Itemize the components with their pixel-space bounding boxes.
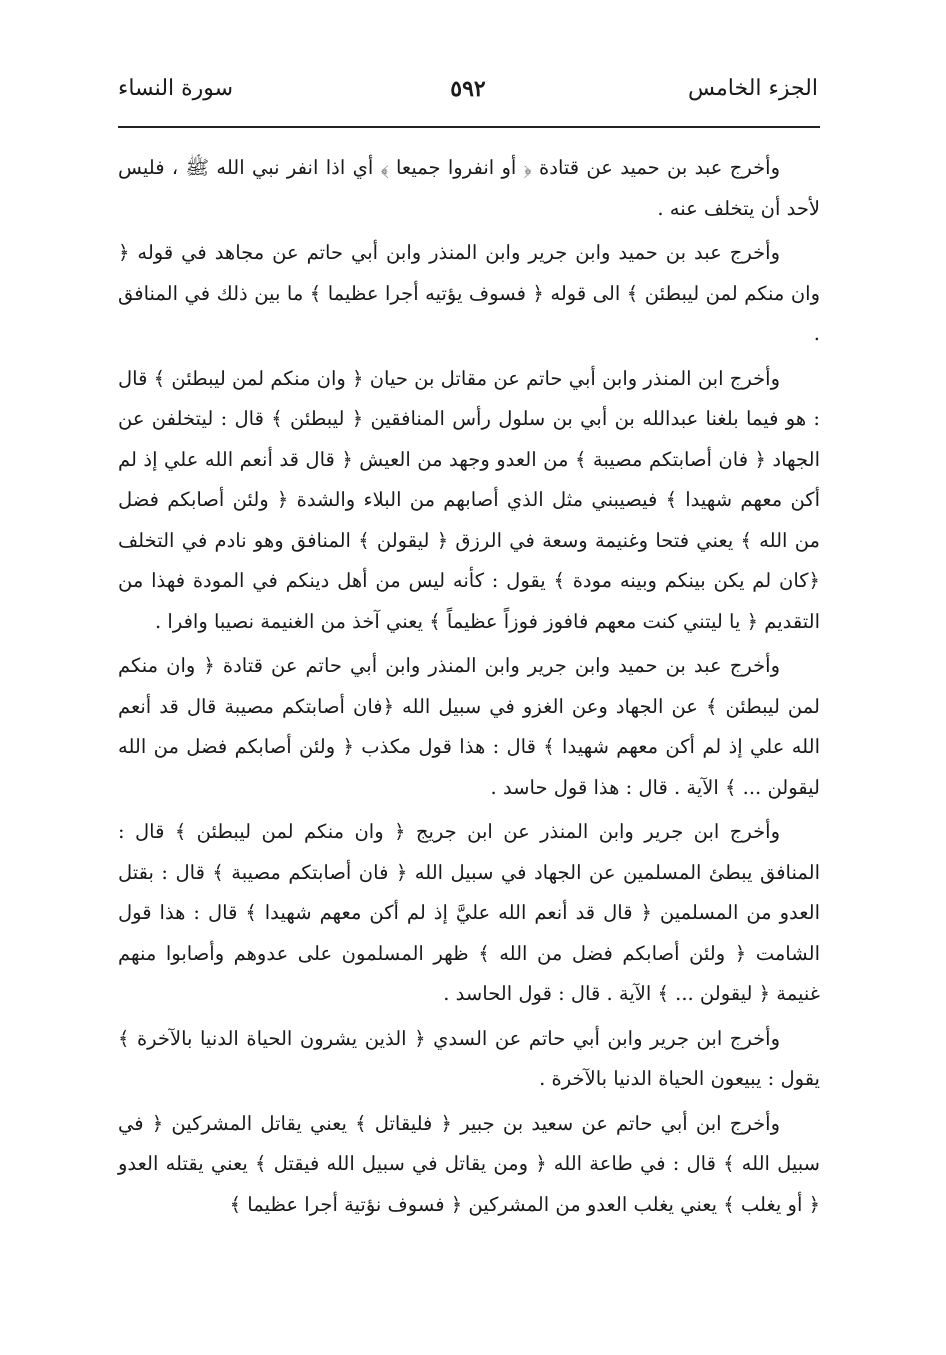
part-title: الجزء الخامس	[687, 76, 818, 101]
paragraph: وأخرج ابن جرير وابن المنذر عن ابن جريج ﴿ وان منكم لمن ليبطئن ﴾ قال : المنافق يبطئ المسلمين عن الجهاد في سبيل الله ﴿ فان أصابتكم مصيبة ﴾ قال : بقتل العدو من المسلمين ﴿ قال قد أنعم الله عليَّ إذ لم أكن معهم شهيدا ﴾ قال : هذا قول الشامت ﴿ ولئن أصابكم فضل من الله ﴾ ظهر المسلمون على عدوهم وأصابوا منهم غنيمة ﴿ ليقولن ... ﴾ الآية . قال : قول الحاسد .	[118, 820, 820, 1005]
header-rule	[118, 126, 820, 128]
body-text	[118, 148, 820, 1229]
paragraph: وأخرج ابن جرير وابن أبي حاتم عن السدي ﴿ الذين يشرون الحياة الدنيا بالآخرة ﴾ يقول : يبيعون الحياة الدنيا بالآخرة .	[118, 1026, 820, 1090]
paragraph: وأخرج عبد بن حميد عن قتادة ﴿ أو انفروا جميعا ﴾ أي اذا انفر نبي الله ﷺ ، فليس لأحد أن يتخلف عنه .	[118, 156, 820, 220]
page-number: ٥٩٢	[450, 76, 486, 102]
paragraph: وأخرج عبد بن حميد وابن جرير وابن المنذر وابن أبي حاتم عن مجاهد في قوله ﴿ وان منكم لمن ليبطئن ﴾ الى قوله ﴿ فسوف يؤتيه أجرا عظيما ﴾ ما بين ذلك في المنافق .	[118, 241, 820, 345]
running-header	[118, 74, 818, 114]
surah-title: سورة النساء	[118, 76, 234, 101]
paragraph: وأخرج عبد بن حميد وابن جرير وابن المنذر وابن أبي حاتم عن قتادة ﴿ وان منكم لمن ليبطئن ﴾ عن الجهاد وعن الغزو في سبيل الله ﴿فان أصابتكم مصيبة قال قد أنعم الله علي إذ لم أكن معهم شهيدا ﴾ قال : هذا قول مكذب ﴿ ولئن أصابكم فضل من الله ليقولن ... ﴾ الآية . قال : هذا قول حاسد .	[118, 654, 820, 799]
paragraph: وأخرج ابن أبي حاتم عن سعيد بن جبير ﴿ فليقاتل ﴾ يعني يقاتل المشركين ﴿ في سبيل الله ﴾ قال : في طاعة الله ﴿ ومن يقاتل في سبيل الله فيقتل ﴾ يعني يقتله العدو ﴿ أو يغلب ﴾ يعني يغلب العدو من المشركين ﴿ فسوف نؤتية أجرا عظيما ﴾	[118, 1111, 820, 1216]
paragraph: وأخرج ابن المنذر وابن أبي حاتم عن مقاتل بن حيان ﴿ وان منكم لمن ليبطئن ﴾ قال : هو فيما بلغنا عبدالله بن أبي بن سلول رأس المنافقين ﴿ ليبطئن ﴾ قال : ليتخلفن عن الجهاد ﴿ فان أصابتكم مصيبة ﴾ من العدو وجهد من العيش ﴿ قال قد أنعم الله علي إذ لم أكن معهم شهيدا ﴾ فيصيبني مثل الذي أصابهم من البلاء والشدة ﴿ ولئن أصابكم فضل من الله ﴾ يعني فتحا وغنيمة وسعة في الرزق ﴿ ليقولن ﴾ المنافق وهو نادم في التخلف ﴿كان لم يكن بينكم وبينه مودة ﴾ يقول : كأنه ليس من أهل دينكم في المودة فهذا من التقديم ﴿ يا ليتني كنت معهم فافوز فوزاً عظيماً ﴾ يعني آخذ من الغنيمة نصيبا وافرا .	[118, 366, 820, 633]
